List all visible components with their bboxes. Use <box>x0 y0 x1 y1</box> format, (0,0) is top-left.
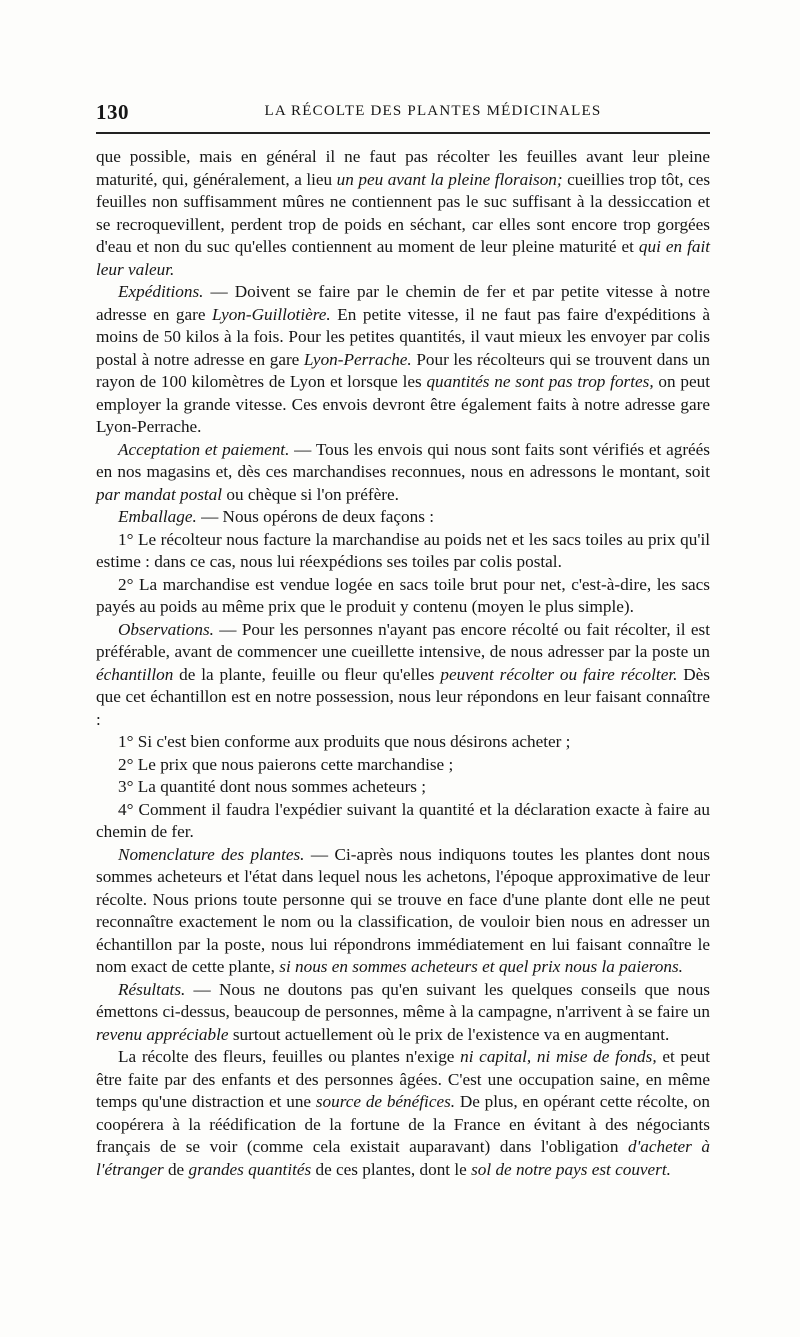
italic-text: Nomenclature des plantes. <box>118 844 305 864</box>
text-run: 1° Le récolteur nous facture la marchandise au poids net et les sacs toiles au prix qu'il estime : dans ce cas, nous lui réexpédions ses toiles par colis postal. <box>96 529 710 571</box>
italic-text: sol de notre pays est couvert. <box>471 1159 671 1179</box>
paragraph <box>96 776 710 799</box>
text-run: 1° Si c'est bien conforme aux produits que nous désirons acheter ; <box>118 732 571 751</box>
running-title: LA RÉCOLTE DES PLANTES MÉDICINALES <box>264 103 602 119</box>
text-run: La récolte des fleurs, feuilles ou plantes n'exige <box>118 1047 461 1066</box>
text-run: Pour les récolteurs qui se trouvent dans un rayon de 100 kilomètres de Lyon et lorsque les <box>96 349 710 391</box>
italic-text: Résultats. <box>118 979 186 999</box>
text-run: on peut employer la grande vitesse. Ces envois devront être également faits à notre adresse gare Lyon-Perrache. <box>96 372 710 436</box>
italic-text: peuvent récolter ou faire récolter. <box>440 664 678 684</box>
text-run: cueillies trop tôt, ces feuilles non suffisamment mûres ne contiennent pas le suc suffisant à la dessiccation et se recroquevillent, perdent trop de poids en séchant, car elles sont encore trop gorgées d'eau et non du suc qu'elles contiennent au moment de leur pleine maturité et <box>96 169 711 256</box>
italic-text: qui en fait leur valeur. <box>96 237 711 279</box>
italic-text: quantités ne sont pas trop fortes, <box>426 372 654 391</box>
italic-text: revenu appréciable <box>96 1024 229 1044</box>
text-run: Dès que cet échantillon est en notre possession, nous leur répondons en leur faisant connaître : <box>96 664 711 729</box>
italic-text: grandes quantités <box>188 1159 312 1179</box>
text-run: En petite vitesse, il ne faut pas faire d'expéditions à moins de 50 kilos à la fois. Pour les petites quantités, il vaut mieux les envoyer par colis postal à notre adresse en gare <box>96 304 710 369</box>
italic-text: Observations. <box>118 619 214 639</box>
paragraph <box>96 1046 710 1181</box>
text-run: De plus, en opérant cette récolte, on coopérera à la réédification de la fortune de la France en évitant à des négociants français de se voir (comme cela existait auparavant) dans l'obligation <box>96 1092 710 1156</box>
italic-text: ni capital, ni mise de fonds, <box>460 1047 657 1066</box>
paragraph <box>96 574 710 619</box>
text-run: de la plante, feuille ou fleur qu'elles <box>173 664 441 684</box>
italic-text: Acceptation et paiement. <box>118 439 290 459</box>
text-run: — Nous ne doutons pas qu'en suivant les quelques conseils que nous émettons ci-dessus, beaucoup de personnes, même à la campagne, n'arrivent à se faire un <box>96 979 710 1021</box>
paragraph <box>96 529 710 574</box>
italic-text: Emballage. <box>118 507 197 526</box>
paragraph <box>96 281 710 439</box>
text-run: que possible, mais en général il ne faut pas récolter les feuilles avant leur pleine maturité, qui, généralement, a lieu <box>96 147 710 189</box>
italic-text: d'acheter à l'étranger <box>96 1137 710 1179</box>
text-run: 2° La marchandise est vendue logée en sacs toile brut pour net, c'est-à-dire, les sacs payés au poids au même prix que le produit y contenu (moyen le plus simple). <box>96 574 710 616</box>
paragraph <box>96 439 710 507</box>
paragraph <box>96 619 710 732</box>
paragraph <box>96 506 710 529</box>
italic-text: échantillon <box>96 664 174 684</box>
italic-text: Lyon-Guillotière. <box>212 304 331 324</box>
italic-text: Lyon-Perrache. <box>303 349 412 369</box>
italic-text: Expéditions. <box>118 282 204 301</box>
continued-paragraph <box>96 146 710 281</box>
page-number: 130 <box>96 100 129 124</box>
text-run: — Ci-après nous indiquons toutes les plantes dont nous sommes acheteurs et l'état dans lequel nous les achetons, l'époque approximative de leur récolte. Nous prions toute personne qui se trouve en face d'une plante dont elle ne peut reconnaître exactement le nom ou la classification, de vouloir bien nous en adresser un échantillon par la poste, nous lui répondrons immédiatement en lui faisant connaître le nom exact de cette plante, <box>96 844 710 976</box>
text-run: — Pour les personnes n'ayant pas encore récolté ou fait récolter, il est préférable, avant de commencer une cueillette intensive, de nous adresser par la poste un <box>96 619 710 661</box>
text-run: de ces plantes, dont le <box>311 1159 472 1179</box>
text-run: — Tous les envois qui nous sont faits sont vérifiés et agréés en nos magasins et, dès ces marchandises reconnues, nous en adressons le montant, soit <box>96 439 710 481</box>
italic-text: source de bénéfices. <box>315 1092 456 1111</box>
paragraph <box>96 979 710 1047</box>
paragraph <box>96 799 710 844</box>
italic-text: par mandat postal <box>96 484 223 504</box>
text-run: et peut être faite par des enfants et des personnes âgées. C'est une occupation saine, en même temps qu'une distraction et une <box>96 1047 711 1111</box>
header-rule <box>96 132 710 134</box>
paragraph <box>96 731 710 754</box>
italic-text: un peu avant la pleine floraison; <box>336 169 563 189</box>
text-run: — Doivent se faire par le chemin de fer et par petite vitesse à notre adresse en gare <box>96 282 710 324</box>
paragraph <box>96 754 710 777</box>
text-run: ou chèque si l'on préfère. <box>222 484 399 504</box>
page-header <box>96 100 710 126</box>
text-run: 4° Comment il faudra l'expédier suivant la quantité et la déclaration exacte à faire au chemin de fer. <box>96 799 710 841</box>
text-run: 3° La quantité dont nous sommes acheteurs ; <box>118 777 427 796</box>
text-run: surtout actuellement où le prix de l'existence va en augmentant. <box>228 1024 670 1044</box>
paragraph <box>96 844 710 979</box>
text-run: — Nous opérons de deux façons : <box>196 507 435 526</box>
body-text <box>96 146 710 1181</box>
italic-text: si nous en sommes acheteurs et quel prix nous la paierons. <box>279 957 683 976</box>
text-run: 2° Le prix que nous paierons cette marchandise ; <box>118 754 454 774</box>
text-run: de <box>163 1159 189 1179</box>
